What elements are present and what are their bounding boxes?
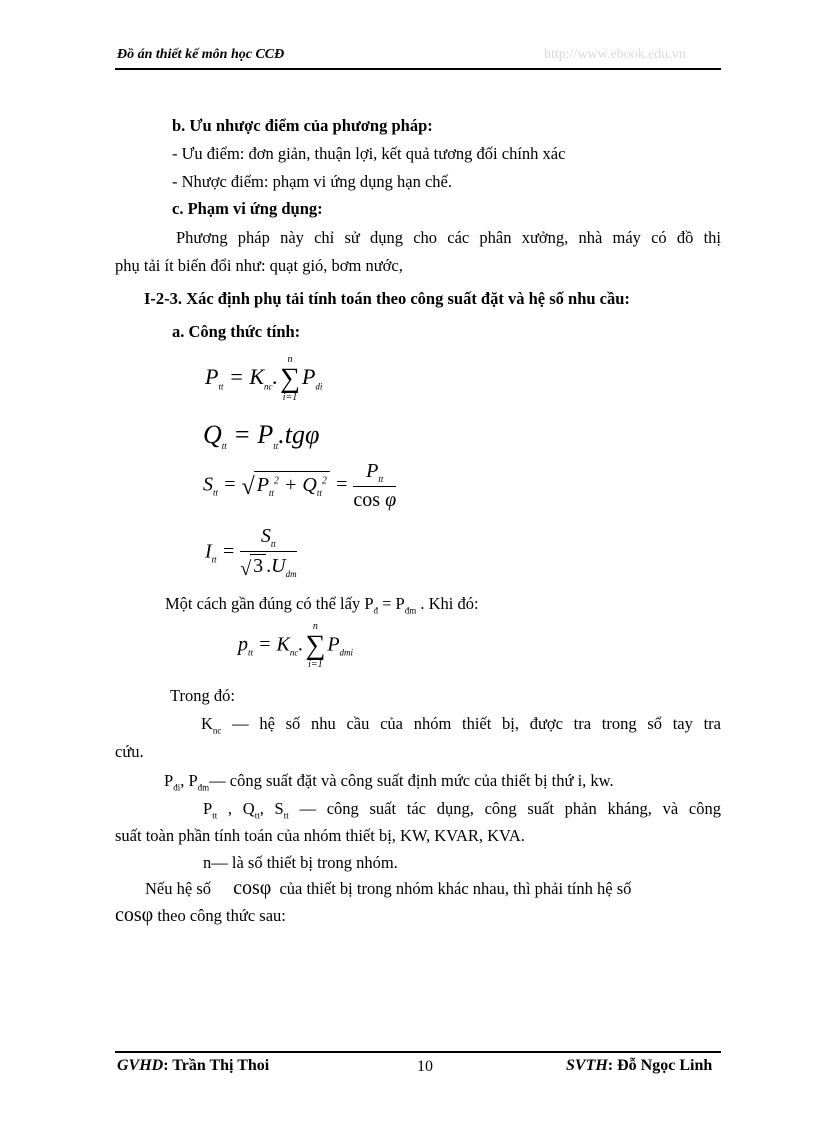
header-watermark: http://www.ebook.edu.vn bbox=[544, 47, 686, 62]
section-c-line2: phụ tải ít biến đổi như: quạt gió, bơm nước, bbox=[115, 256, 403, 275]
pdm-sub: đm bbox=[197, 782, 210, 793]
gvhd-label: GVHD bbox=[117, 1057, 164, 1074]
header-title: Đồ án thiết kế môn học CCĐ bbox=[117, 47, 285, 62]
section-c-heading: c. Phạm vi ứng dụng: bbox=[172, 199, 323, 218]
knc-sub: nc bbox=[212, 725, 222, 736]
page-number: 10 bbox=[417, 1058, 433, 1075]
disadvantages-line: - Nhược điểm: phạm vi ứng dụng hạn chế. bbox=[172, 172, 453, 191]
cosphi-symbol: cosφ bbox=[233, 877, 272, 899]
svth-name: : Đỗ Ngọc Linh bbox=[607, 1057, 713, 1074]
cosphi-text3: theo công thức sau: bbox=[157, 906, 286, 925]
ptt-sub: tt bbox=[212, 810, 218, 821]
ptt-line1: $P_{tt}$ , $Q_{tt}$, $S_{tt}$ — công suất tác dụng, công suất phản kháng, và công bbox=[203, 799, 721, 821]
approx-text-mid: = P bbox=[378, 594, 405, 613]
pd-mid: , P bbox=[180, 771, 198, 790]
ptt-desc: — công suất tác dụng, công suất phản kháng, và công bbox=[288, 799, 721, 818]
cosphi-symbol-2: cosφ bbox=[115, 904, 154, 926]
knc-desc: — hệ số nhu cầu của nhóm thiết bị, được tra trong sổ tay tra bbox=[221, 714, 721, 733]
knc-symbol: K bbox=[201, 714, 213, 733]
pd-sub: đi bbox=[173, 782, 181, 793]
pd-symbol: P bbox=[164, 771, 174, 790]
cosphi-text1: Nếu hệ số bbox=[145, 879, 211, 898]
pd-desc: — công suất đặt và công suất định mức của thiết bị thứ i, kw. bbox=[209, 771, 614, 790]
stt-sub: tt bbox=[283, 810, 289, 821]
cosphi-line1 bbox=[145, 877, 721, 900]
approx-line bbox=[165, 594, 479, 615]
formula-stt: $S_{tt}$ = √ $P_{tt}^2 + Q_{tt}^2$ = $\frac{P_{tt}}{\text{cos φ}}$ bbox=[203, 460, 397, 511]
footer-svth bbox=[566, 1057, 712, 1075]
approx-text-after: . Khi đó: bbox=[416, 594, 479, 613]
pd-line bbox=[164, 771, 614, 792]
ptt-line2: suất toàn phần tính toán của nhóm thiết bị, KW, KVAR, KVA. bbox=[115, 826, 525, 845]
formula-ptt: $P_{tt} = K_{nc}$. n ∑ i=1 $P_{di}$ bbox=[205, 354, 323, 403]
section-b-heading: b. Ưu nhược điểm của phương pháp: bbox=[172, 116, 433, 135]
footer-rule bbox=[115, 1051, 721, 1053]
section-i23-subheading: a. Công thức tính: bbox=[172, 322, 301, 341]
n-line: n— là số thiết bị trong nhóm. bbox=[203, 853, 398, 872]
section-c-line1: Phương pháp này chỉ sử dụng cho các phân xưởng, nhà máy có đồ thị bbox=[176, 228, 721, 247]
qtt-sub: tt bbox=[254, 810, 260, 821]
knc-line1 bbox=[201, 714, 721, 735]
knc-line2: cứu. bbox=[115, 742, 144, 761]
advantages-line: - Ưu điểm: đơn giản, thuận lợi, kết quả tương đối chính xác bbox=[172, 144, 566, 163]
cosphi-text2: của thiết bị trong nhóm khác nhau, thì phải tính hệ số bbox=[279, 879, 632, 898]
footer-gvhd bbox=[117, 1057, 269, 1075]
where-title: Trong đó: bbox=[170, 686, 235, 705]
approx-text-before: Một cách gần đúng có thể lấy P bbox=[165, 594, 374, 613]
formula-qtt: $Q_{tt} = P_{tt}.tg\varphi$ bbox=[203, 420, 320, 452]
section-i23-heading: I-2-3. Xác định phụ tải tính toán theo công suất đặt và hệ số nhu cầu: bbox=[144, 289, 630, 308]
approx-sub-d: đ bbox=[373, 605, 378, 616]
gvhd-name: : Trần Thị Thoi bbox=[163, 1057, 270, 1074]
header-rule bbox=[115, 68, 721, 70]
svth-label: SVTH bbox=[566, 1057, 608, 1074]
ptt-symbol: P bbox=[203, 799, 213, 818]
formula-ptt-approx: $p_{tt} = K_{nc}$. n ∑ i=1 $P_{dmi}$ bbox=[238, 621, 354, 670]
approx-sub-dm: đm bbox=[404, 605, 417, 616]
cosphi-line2 bbox=[115, 904, 286, 927]
formula-itt: $I_{tt}$ = $\frac{S_{tt}}{√ 3 .U_{dm}}$ bbox=[205, 525, 297, 580]
